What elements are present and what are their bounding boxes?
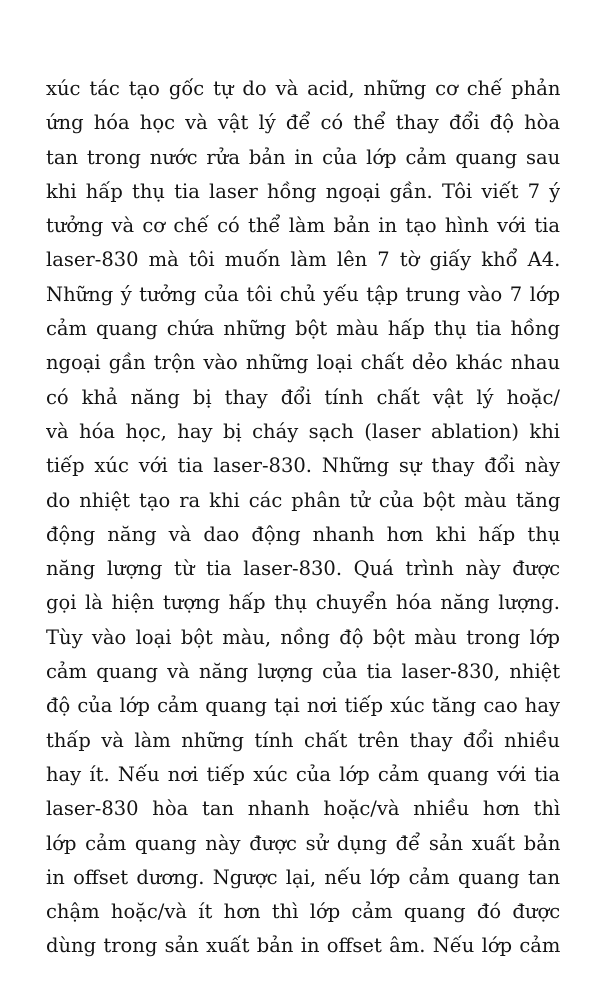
text-line-11: và hóa học, hay bị cháy sạch (laser ablation) khi xyxy=(46,419,560,443)
text-line-14: động năng và dao động nhanh hơn khi hấp thụ xyxy=(46,522,560,546)
text-line-15: năng lượng từ tia laser-830. Quá trình này được xyxy=(46,557,560,581)
text-line-12: tiếp xúc với tia laser-830. Những sự thay đổi này xyxy=(46,454,560,478)
text-line-13: do nhiệt tạo ra khi các phân tử của bột màu tăng xyxy=(46,488,560,512)
text-line-2: ứng hóa học và vật lý để có thể thay đổi độ hòa xyxy=(46,111,560,135)
text-line-21: hay ít. Nếu nơi tiếp xúc của lớp cảm quang với tia xyxy=(46,762,560,786)
text-line-4: khi hấp thụ tia laser hồng ngoại gần. Tôi viết 7 ý xyxy=(46,179,560,203)
text-line-7: Những ý tưởng của tôi chủ yếu tập trung vào 7 lớp xyxy=(46,282,560,306)
text-line-19: độ của lớp cảm quang tại nơi tiếp xúc tăng cao hay xyxy=(46,694,560,718)
text-line-6: laser-830 mà tôi muốn làm lên 7 tờ giấy khổ A4. xyxy=(46,248,560,272)
text-line-9: ngoại gần trộn vào những loại chất dẻo khác nhau xyxy=(46,351,560,375)
page-body-text xyxy=(46,72,560,964)
text-line-5: tưởng và cơ chế có thể làm bản in tạo hình với tia xyxy=(46,214,560,238)
text-line-10: có khả năng bị thay đổi tính chất vật lý hoặc/ xyxy=(46,385,560,409)
text-line-8: cảm quang chứa những bột màu hấp thụ tia hồng xyxy=(46,317,560,341)
text-line-16: gọi là hiện tượng hấp thụ chuyển hóa năng lượng. xyxy=(46,591,560,615)
text-line-25: chậm hoặc/và ít hơn thì lớp cảm quang đó được xyxy=(46,900,560,924)
text-line-20: thấp và làm những tính chất trên thay đổi nhiều xyxy=(46,728,560,752)
text-line-1: xúc tác tạo gốc tự do và acid, những cơ chế phản xyxy=(46,77,560,100)
text-line-3: tan trong nước rửa bản in của lớp cảm quang sau xyxy=(46,145,560,169)
text-line-22: laser-830 hòa tan nhanh hoặc/và nhiều hơn thì xyxy=(46,797,560,821)
text-line-18: cảm quang và năng lượng của tia laser-830, nhiệt xyxy=(46,660,560,684)
text-line-24: in offset dương. Ngược lại, nếu lớp cảm quang tan xyxy=(46,865,560,889)
text-line-23: lớp cảm quang này được sử dụng để sản xuất bản xyxy=(46,831,560,855)
text-line-17: Tùy vào loại bột màu, nồng độ bột màu trong lớp xyxy=(46,625,560,649)
text-line-26: dùng trong sản xuất bản in offset âm. Nếu lớp cảm xyxy=(46,934,560,958)
